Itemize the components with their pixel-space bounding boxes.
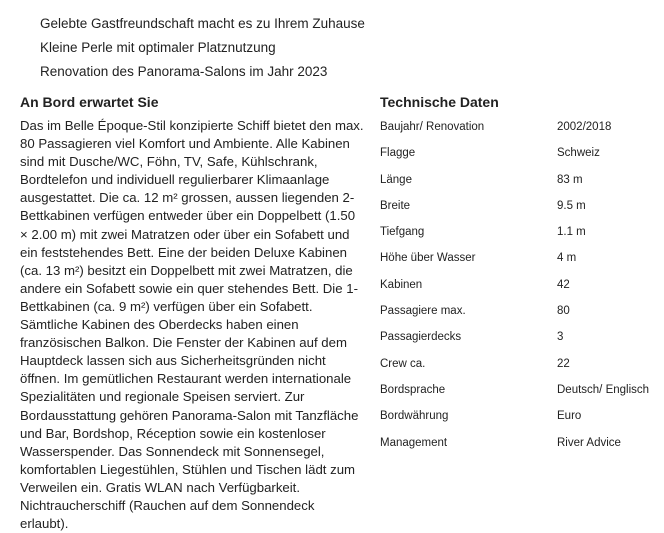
spec-label: Crew ca. — [380, 357, 426, 370]
spec-row — [380, 274, 664, 300]
spec-row — [380, 247, 664, 273]
spec-row — [380, 326, 664, 352]
spec-label: Passagiere max. — [380, 305, 466, 318]
spec-value: 42 — [557, 278, 570, 291]
spec-label: Baujahr/ Renovation — [380, 121, 485, 133]
spec-label: Kabinen — [380, 278, 423, 291]
spec-value: 3 — [557, 331, 564, 344]
spec-value: 22 — [557, 357, 570, 370]
spec-value: 2002/2018 — [557, 121, 612, 133]
spec-value: River Advice — [557, 436, 621, 449]
spec-label: Höhe über Wasser — [380, 252, 476, 265]
spec-row — [380, 353, 664, 379]
highlight-item: Renovation des Panorama-Salons im Jahr 2023 — [40, 64, 328, 79]
spec-row — [380, 195, 664, 221]
spec-row — [380, 169, 664, 195]
spec-row — [380, 142, 664, 168]
spec-row — [380, 116, 664, 142]
on-board-heading: An Bord erwartet Sie — [20, 94, 159, 110]
technical-data-heading: Technische Daten — [380, 94, 499, 110]
technical-data-section — [380, 94, 664, 458]
spec-row — [380, 221, 664, 247]
spec-label: Management — [380, 436, 448, 449]
spec-label: Breite — [380, 199, 411, 212]
spec-row — [380, 300, 664, 326]
spec-label: Bordwährung — [380, 410, 449, 423]
spec-value: Deutsch/ Englisch — [557, 383, 650, 396]
spec-row — [380, 405, 664, 431]
spec-value: 83 m — [557, 173, 583, 186]
spec-value: 4 m — [557, 252, 577, 265]
spec-value: Schweiz — [557, 147, 600, 160]
spec-row — [380, 379, 664, 405]
spec-value: Euro — [557, 410, 582, 423]
highlights-list — [40, 12, 365, 84]
spec-value: 9.5 m — [557, 199, 586, 212]
highlight-item: Gelebte Gastfreundschaft macht es zu Ihrem Zuhause — [40, 16, 365, 31]
spec-label: Tiefgang — [380, 226, 425, 239]
spec-value: 80 — [557, 305, 570, 318]
spec-label: Passagierdecks — [380, 331, 462, 344]
highlight-item: Kleine Perle mit optimaler Platznutzung — [40, 40, 276, 55]
spec-label: Flagge — [380, 147, 416, 160]
spec-row — [380, 432, 664, 458]
on-board-section — [20, 94, 365, 533]
spec-label: Bordsprache — [380, 383, 446, 396]
spec-table — [380, 116, 664, 458]
spec-label: Länge — [380, 173, 412, 186]
spec-value: 1.1 m — [557, 226, 586, 239]
on-board-description: Das im Belle Époque-Stil konzipierte Schiff bietet den max. 80 Passagieren viel Komfort und Ambiente. Alle Kabinen sind mit Dusche/WC, Föhn, TV, Safe, Kühlschrank, Bordtelefon und individuell regulierbarer Klimaanlage ausgestattet. Die ca. 12 m² grossen, aussen liegenden 2-Bettkabinen verfügen entweder über ein Doppelbett (1.50 × 2.00 m) mit zwei Matratzen oder über ein Sofabett und ein feststehendes Bett. Eine der beiden Deluxe Kabinen (ca. 13 m²) besitzt ein Doppelbett mit zwei Matratzen, die andere ein Sofabett sowie ein quer stehendes Bett. Die 1-Bettkabinen (ca. 9 m²) verfügen über ein Sofabett. Sämtliche Kabinen des Oberdecks haben einen französischen Balkon. Die Fenster der Kabinen auf dem Hauptdeck lassen sich aus Sicherheitsgründen nicht öffnen. Im gemütlichen Restaurant werden internationale Spezialitäten und regionale Speisen serviert. Zur Bordausstattung gehören Panorama-Salon mit Tanzfläche und Bar, Bordshop, Réception sowie ein kostenloser Wasserspender. Das Sonnendeck mit Sonnensegel, komfortablen Liegestühlen, Stühlen und Tischen lädt zum Verweilen ein. Gratis WLAN nach Verfügbarkeit. Nichtraucherschiff (Rauchen auf dem Sonnendeck erlaubt). — [20, 118, 364, 532]
